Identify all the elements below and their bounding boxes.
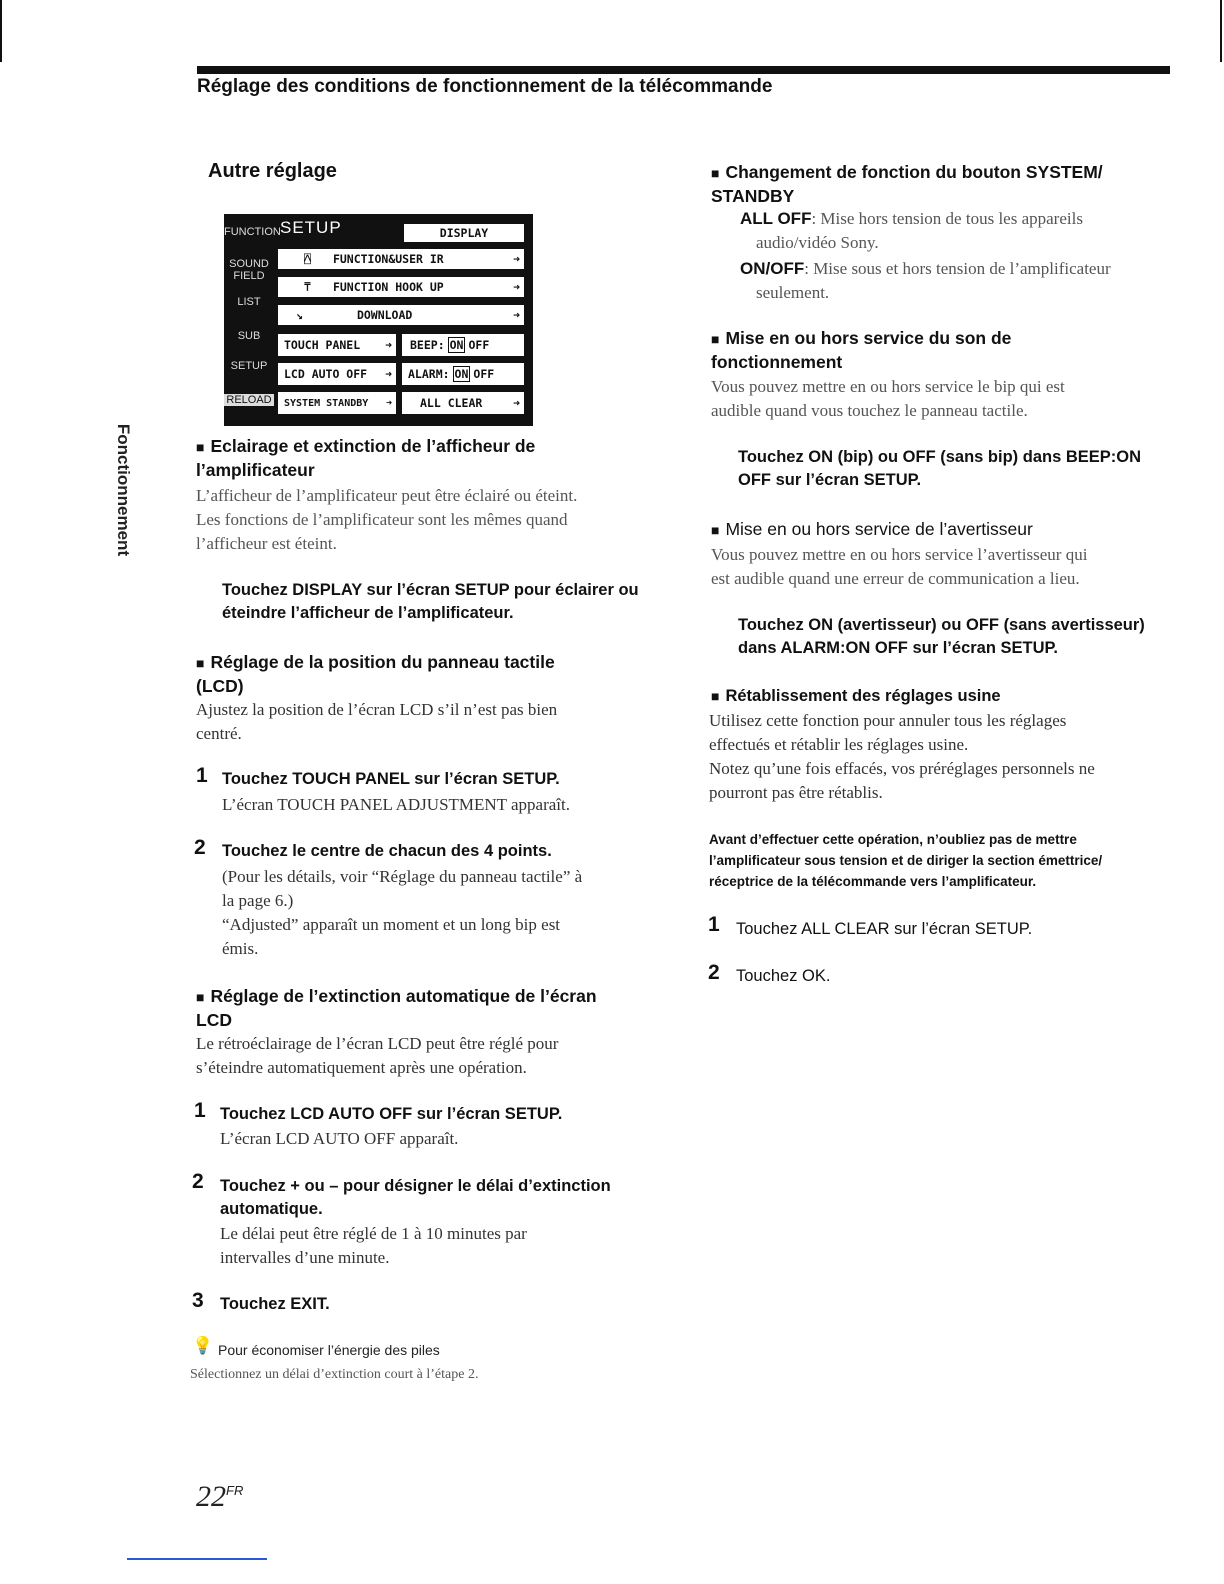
lightbulb-icon: 💡 bbox=[192, 1336, 214, 1355]
lcd-title: SETUP bbox=[280, 218, 342, 237]
side-tab: Fonctionnement bbox=[114, 423, 133, 557]
section-title-factory-reset: ■ Rétablissement des réglages usine bbox=[711, 687, 1001, 705]
section-body: Le rétroéclairage de l’écran LCD peut être réglé pour s’éteindre automatiquement après une opération. bbox=[196, 1034, 559, 1077]
step-number: 1 bbox=[708, 913, 720, 936]
lcd-tab-list[interactable]: LIST bbox=[237, 296, 261, 308]
lcd-function-user-ir-button[interactable]: ⍓ FUNCTION&USER IR ➜ bbox=[276, 247, 526, 271]
lcd-all-clear-button[interactable]: ALL CLEAR ➜ bbox=[400, 390, 526, 416]
hook-icon: ⍑ bbox=[304, 280, 311, 294]
section-title-display: ■ Eclairage et extinction de l’afficheur de l’amplificateur bbox=[196, 436, 536, 480]
page-header: Réglage des conditions de fonctionnement de la télécommande bbox=[197, 76, 773, 97]
header-rule bbox=[197, 66, 1170, 74]
lcd-tab-reload[interactable]: RELOAD bbox=[224, 394, 274, 406]
step-number: 2 bbox=[192, 1170, 204, 1193]
arrow-icon: ➜ bbox=[513, 308, 520, 322]
section-body: Vous pouvez mettre en ou hors service le bip qui est audible quand vous touchez le panneau tactile. bbox=[711, 377, 1065, 420]
bullet-square-icon: ■ bbox=[711, 165, 720, 181]
section-title-touch-panel: ■ Réglage de la position du panneau tactile (LCD) bbox=[196, 652, 555, 696]
arrow-icon: ➜ bbox=[385, 367, 392, 381]
definition-all-off: ALL OFF: Mise hors tension de tous les appareils audio/vidéo Sony. bbox=[740, 209, 1083, 252]
section-body: L’afficheur de l’amplificateur peut être éclairé ou éteint. Les fonctions de l’amplificateur sont les mêmes quand l’afficheur est éteint. bbox=[196, 486, 578, 553]
section-title-system-standby: ■ Changement de fonction du bouton SYSTEM/ STANDBY bbox=[711, 162, 1103, 206]
section-body: Vous pouvez mettre en ou hors service l’avertisseur qui est audible quand une erreur de communication a lieu. bbox=[711, 545, 1088, 588]
section-title-alarm: ■ Mise en ou hors service de l’avertisseur bbox=[711, 519, 1033, 539]
bullet-square-icon: ■ bbox=[196, 655, 205, 671]
lcd-tab-sub[interactable]: SUB bbox=[237, 330, 261, 342]
bullet-square-icon: ■ bbox=[196, 439, 205, 455]
section-body: Ajustez la position de l’écran LCD s’il n’est pas bien centré. bbox=[196, 700, 558, 743]
step-body: (Pour les détails, voir “Réglage du panneau tactile” à la page 6.) “Adjusted” apparaît un moment et un long bip est émis. bbox=[222, 867, 583, 958]
left-edge-mark bbox=[0, 0, 2, 62]
section-body: Utilisez cette fonction pour annuler tous les réglages effectués et rétablir les réglages usine. Notez qu’une fois effacés, vos préréglages personnels ne pourront pas être rétablis. bbox=[709, 711, 1095, 802]
section-heading: Autre réglage bbox=[208, 160, 337, 182]
bullet-square-icon: ■ bbox=[196, 989, 205, 1005]
instruction: Touchez DISPLAY sur l’écran SETUP pour éclairer ou éteindre l’afficheur de l’amplificateur. bbox=[222, 581, 639, 622]
instruction: Touchez ON (bip) ou OFF (sans bip) dans BEEP:ON OFF sur l’écran SETUP. bbox=[738, 448, 1142, 489]
step-text: Touchez LCD AUTO OFF sur l’écran SETUP. bbox=[220, 1105, 563, 1123]
step-number: 2 bbox=[708, 961, 720, 984]
definition-on-off: ON/OFF: Mise sous et hors tension de l’amplificateur seulement. bbox=[740, 259, 1111, 302]
step-number: 2 bbox=[194, 836, 206, 859]
step-text: Touchez ALL CLEAR sur l’écran SETUP. bbox=[736, 920, 1033, 938]
step-number: 3 bbox=[192, 1289, 204, 1312]
arrow-icon: ➜ bbox=[385, 338, 392, 352]
section-title-lcd-auto-off: ■ Réglage de l’extinction automatique de l’écran LCD bbox=[196, 986, 597, 1030]
step-text: Touchez + ou – pour désigner le délai d’extinction automatique. bbox=[220, 1177, 611, 1218]
setup-lcd-screen bbox=[224, 214, 533, 426]
step-text: Touchez le centre de chacun des 4 points. bbox=[222, 842, 552, 860]
step-text: Touchez TOUCH PANEL sur l’écran SETUP. bbox=[222, 770, 560, 788]
footer-line bbox=[127, 1558, 267, 1560]
hand-icon: ⍓ bbox=[304, 252, 311, 266]
step-body: L’écran TOUCH PANEL ADJUSTMENT apparaît. bbox=[222, 795, 571, 814]
instruction: Touchez ON (avertisseur) ou OFF (sans avertisseur) dans ALARM:ON OFF sur l’écran SETUP. bbox=[738, 616, 1145, 657]
lcd-system-standby-button[interactable]: SYSTEM STANDBY ➜ bbox=[276, 390, 398, 416]
step-body: L’écran LCD AUTO OFF apparaît. bbox=[220, 1129, 459, 1148]
lcd-beep-toggle[interactable]: BEEP: ON OFF bbox=[400, 332, 526, 358]
arrow-icon: ➜ bbox=[513, 396, 520, 410]
lcd-download-button[interactable]: ↘ DOWNLOAD ➜ bbox=[276, 303, 526, 327]
bullet-square-icon: ■ bbox=[711, 331, 720, 347]
step-number: 1 bbox=[196, 764, 208, 787]
section-title-beep: ■ Mise en ou hors service du son de fonctionnement bbox=[711, 328, 1012, 372]
arrow-icon: ➜ bbox=[385, 397, 392, 409]
arrow-icon: ➜ bbox=[513, 280, 520, 294]
lcd-tab-function[interactable]: FUNCTION bbox=[224, 226, 281, 238]
right-edge-mark bbox=[1220, 0, 1222, 62]
bullet-square-icon: ■ bbox=[711, 522, 720, 538]
download-icon: ↘ bbox=[296, 308, 303, 322]
tip-body: Sélectionnez un délai d’extinction court à l’étape 2. bbox=[190, 1367, 479, 1382]
warning-note: Avant d’effectuer cette opération, n’oubliez pas de mettre l’amplificateur sous tension et de diriger la section émettrice/ réceptrice de la télécommande vers l’amplificateur. bbox=[709, 832, 1103, 889]
lcd-function-hook-up-button[interactable]: ⍑ FUNCTION HOOK UP ➜ bbox=[276, 275, 526, 299]
lcd-tab-setup[interactable]: SETUP bbox=[230, 360, 268, 372]
lcd-display-button[interactable]: DISPLAY bbox=[402, 222, 526, 244]
arrow-icon: ➜ bbox=[513, 252, 520, 266]
tip-title: Pour économiser l’énergie des piles bbox=[218, 1342, 440, 1358]
step-body: Le délai peut être réglé de 1 à 10 minutes par intervalles d’une minute. bbox=[220, 1224, 527, 1267]
lcd-touch-panel-button[interactable]: TOUCH PANEL ➜ bbox=[276, 332, 398, 358]
lcd-auto-off-button[interactable]: LCD AUTO OFF ➜ bbox=[276, 361, 398, 387]
bullet-square-icon: ■ bbox=[711, 688, 720, 704]
lcd-tab-sound-field[interactable]: SOUND FIELD bbox=[229, 258, 269, 282]
lcd-alarm-toggle[interactable]: ALARM: ON OFF bbox=[400, 361, 526, 387]
step-text: Touchez EXIT. bbox=[220, 1295, 330, 1313]
step-text: Touchez OK. bbox=[736, 967, 831, 985]
page-number: $22^{FR}$ bbox=[196, 1480, 244, 1513]
step-number: 1 bbox=[194, 1099, 206, 1122]
